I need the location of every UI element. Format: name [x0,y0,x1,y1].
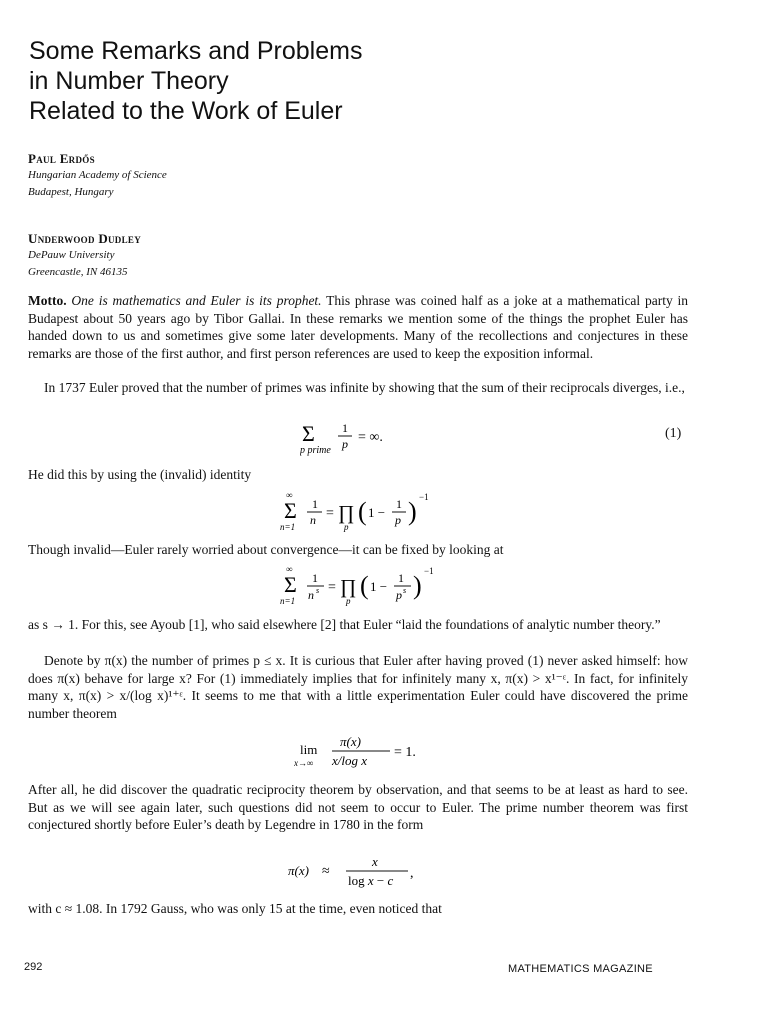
motto-quote: One is mathematics and Euler is its prophet. [71,293,322,308]
svg-text:): ) [413,571,422,600]
svg-text:x→∞: x→∞ [294,758,314,768]
svg-text:n: n [310,513,316,527]
author-name: Paul Erdős [28,151,95,166]
svg-text:p: p [346,596,351,606]
svg-text:1: 1 [312,497,318,511]
svg-text:lim: lim [300,742,318,757]
svg-text:Σ: Σ [284,572,297,597]
svg-text:p prime: p prime [300,445,331,456]
motto-label: Motto. [28,293,67,308]
author-affiliation: DePauw University [28,249,115,261]
paragraph-invalid: Though invalid—Euler rarely worried about convergence—it can be fixed by looking at [28,542,504,557]
svg-text:n=1: n=1 [280,522,296,532]
svg-text:p: p [344,522,349,532]
author-name: Underwood Dudley [28,231,142,246]
author-location: Greencastle, IN 46135 [28,266,128,278]
title-line-2: in Number Theory [29,67,229,95]
equation-2 [272,488,442,534]
equation-4 [294,732,434,772]
svg-text:x: x [372,854,378,869]
svg-text:−1: −1 [424,566,434,576]
motto-paragraph [28,292,688,362]
journal-name: MATHEMATICS MAGAZINE [508,963,653,975]
page-number: 292 [24,961,43,973]
author-affiliation: Hungarian Academy of Science [28,169,167,181]
svg-text:(: ( [358,497,367,526]
svg-text:1: 1 [312,571,318,585]
svg-text:∞: ∞ [286,490,293,500]
equation-3 [272,562,447,608]
svg-text:p: p [342,437,348,451]
svg-text:−1: −1 [419,492,429,502]
svg-text:=: = [326,506,334,521]
author-block-1 [28,150,167,201]
svg-text:∏: ∏ [338,502,355,524]
svg-text:(: ( [360,571,369,600]
svg-text:∏: ∏ [340,576,357,598]
svg-text:1: 1 [398,571,404,585]
svg-text:Σ: Σ [284,498,297,523]
svg-text:): ) [408,497,417,526]
svg-text:1 −: 1 − [370,579,388,594]
svg-text:x/log x: x/log x [332,753,368,768]
author-block-2 [28,230,141,281]
svg-text:∞: ∞ [286,564,293,574]
svg-text:= ∞.: = ∞. [358,430,383,445]
paragraph-identity: He did this by using the (invalid) identity [28,467,252,482]
title-line-1: Some Remarks and Problems [29,37,363,65]
paragraph-with: with c ≈ 1.08. In 1792 Gauss, who was only 15 at the time, even noticed that [28,901,442,916]
svg-text:s: s [316,586,320,595]
paragraph-1737: In 1737 Euler proved that the number of primes was infinite by showing that the sum of their reciprocals diverges, i.e., [44,380,685,395]
svg-text:π(x): π(x) [288,863,309,878]
paragraph-afterall: After all, he did discover the quadratic reciprocity theorem by observation, and that seems to be at least as hard to see. But as we will see again later, such questions did not seem to occur to Euler. The prime number theorem was first conjectured shortly before Euler’s death by Legendre in 1780 in the form [28,782,688,832]
svg-text:Σ: Σ [302,421,315,446]
paragraph-denote: Denote by π(x) the number of primes p ≤ x. It is curious that Euler after having proved (1) never asked himself: how does π(x) behave for large x? For (1) immediately implies that for infinitely many x, π(x) > x¹⁻ᵋ. In fact, for infinitely many x, π(x) > x/(log x)¹⁺ᵋ. It seems to me that with a little experimentation Euler could have discovered the prime number theorem [28,653,688,721]
paragraph-ayoub: as s → 1. For this, see Ayoub [1], who said elsewhere [2] that Euler “laid the foundations of analytic number theory.” [28,617,661,632]
svg-text:π(x): π(x) [340,734,361,749]
title-line-3: Related to the Work of Euler [29,97,343,125]
svg-text:log x − c: log x − c [348,873,394,888]
svg-text:,: , [410,866,414,881]
svg-text:p: p [396,588,402,602]
equation-1 [300,416,420,456]
author-location: Budapest, Hungary [28,186,114,198]
svg-text:=: = [328,580,336,595]
paper-title [29,36,362,126]
svg-text:p: p [395,513,401,527]
svg-text:n: n [308,588,314,602]
svg-text:1: 1 [342,421,348,435]
svg-text:1 −: 1 − [368,505,386,520]
svg-text:= 1.: = 1. [394,745,416,760]
svg-text:1: 1 [396,497,402,511]
motto-text: This phrase was coined half as a joke at a mathematical party in Budapest about 50 years ago by Tibor Gallai. In these remarks we mention some of the things the prophet Euler has handed down to us and sometimes give some later developments. Many of the recollections and conjectures in these remarks are those of the first author, and first person references are used to keep the exposition informal. [28,293,689,361]
svg-text:s: s [403,586,407,595]
equation-5 [288,852,428,892]
equation-number-1: (1) [665,426,682,441]
svg-text:n=1: n=1 [280,596,296,606]
svg-text:≈: ≈ [322,864,330,879]
